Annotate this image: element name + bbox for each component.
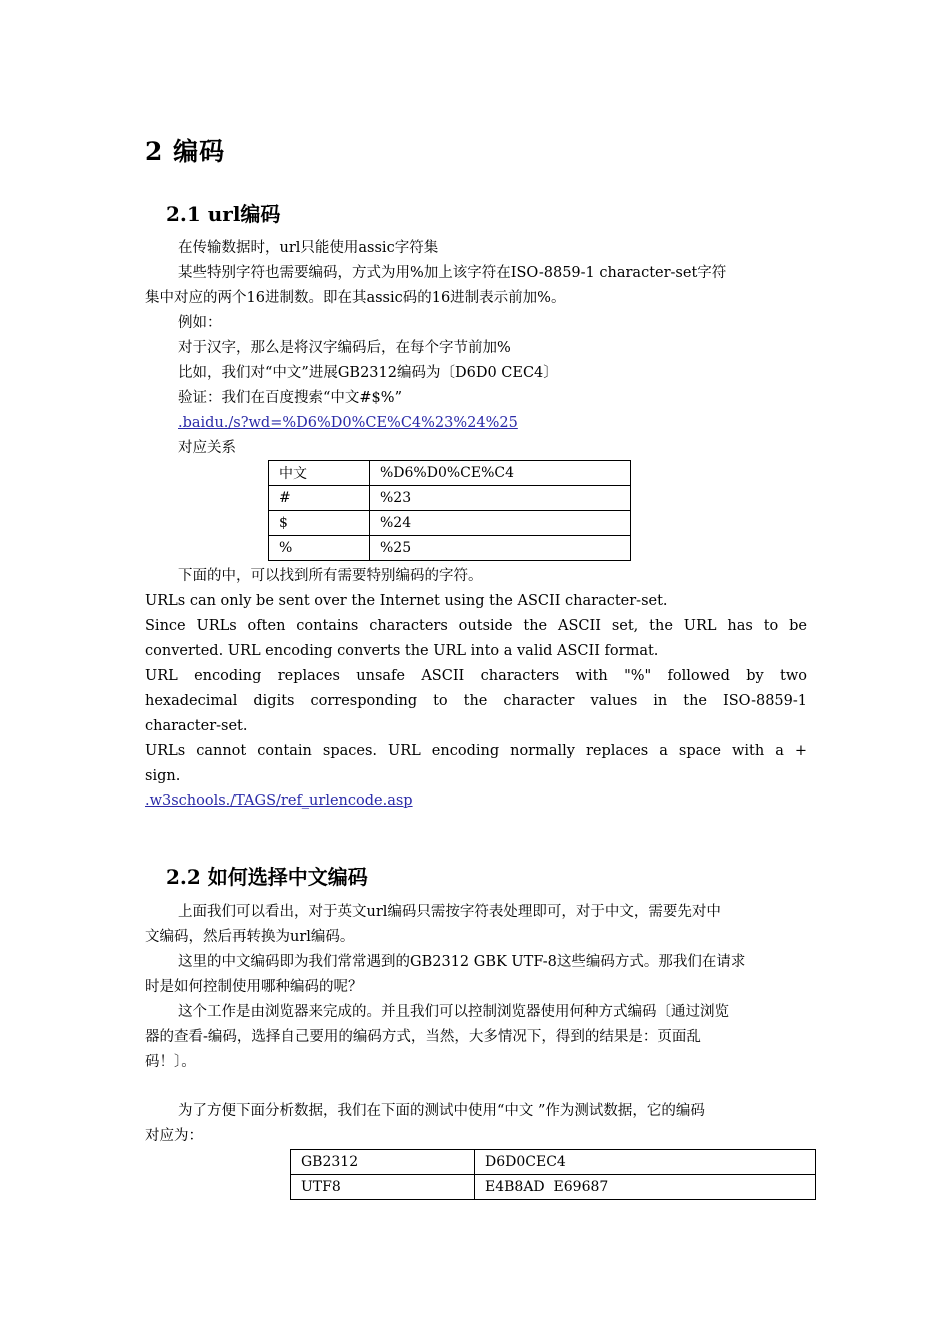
english-paragraph: hexadecimal digits corresponding to the character values in the ISO-8859-1 (145, 693, 807, 709)
english-paragraph: URLs can only be sent over the Internet using the ASCII character-set. (145, 593, 668, 609)
table-cell: $ (269, 511, 370, 536)
table-cell: %24 (370, 511, 631, 536)
paragraph: 时是如何控制使用哪种编码的呢？ (145, 979, 363, 995)
table-row (269, 511, 631, 536)
paragraph: 这个工作是由浏览器来完成的。并且我们可以控制浏览器使用何种方式编码〔通过浏览 (178, 1004, 729, 1020)
table-cell: %23 (370, 486, 631, 511)
english-paragraph: converted. URL encoding converts the URL into a valid ASCII format. (145, 643, 659, 659)
paragraph: 某些特别字符也需要编码，方式为用%加上该字符在ISO-8859-1 character-set字符 (178, 265, 727, 281)
paragraph: 下面的中，可以找到所有需要特别编码的字符。 (178, 568, 483, 584)
baidu-search-link[interactable]: .baidu./s?wd=%D6%D0%CE%C4%23%24%25 (178, 415, 518, 431)
english-paragraph: character-set. (145, 718, 248, 734)
table-cell: %D6%D0%CE%C4 (370, 461, 631, 486)
paragraph: 这里的中文编码即为我们常常遇到的GB2312 GBK UTF-8这些编码方式。那我们在请求 (178, 954, 746, 970)
paragraph: 对应为： (145, 1128, 203, 1144)
paragraph: 器的查看-编码，选择自己要用的编码方式，当然，大多情况下，得到的结果是：页面乱 (145, 1029, 701, 1045)
paragraph: 为了方便下面分析数据，我们在下面的测试中使用“中文 ”作为测试数据，它的编码 (178, 1103, 705, 1119)
table-cell: E4B8AD E69687 (475, 1175, 816, 1200)
subsection-heading-url-encoding: 2.1 url编码 (166, 202, 281, 226)
paragraph: 在传输数据时，url只能使用assic字符集 (178, 240, 439, 256)
paragraph: 例如： (178, 315, 222, 331)
table-row (269, 536, 631, 561)
table-cell: 中文 (269, 461, 370, 486)
english-paragraph: URLs cannot contain spaces. URL encoding normally replaces a space with a + (145, 743, 807, 759)
paragraph: 码！〕。 (145, 1054, 196, 1070)
table-row (269, 486, 631, 511)
english-paragraph: sign. (145, 768, 181, 784)
subsection-heading-chinese-encoding: 2.2 如何选择中文编码 (166, 865, 368, 889)
section-heading: 2 编码 (145, 137, 226, 166)
w3schools-link[interactable]: .w3schools./TAGS/ref_urlencode.asp (145, 793, 413, 809)
paragraph: 对应关系 (178, 440, 236, 456)
paragraph: 文编码，然后再转换为url编码。 (145, 929, 355, 945)
encoding-table (290, 1149, 816, 1200)
table-row (291, 1175, 816, 1200)
paragraph: 集中对应的两个16进制数。即在其assic码的16进制表示前加%。 (145, 290, 566, 306)
english-paragraph: Since URLs often contains characters outside the ASCII set, the URL has to be (145, 618, 807, 634)
paragraph: 对于汉字，那么是将汉字编码后，在每个字节前加% (178, 340, 511, 356)
table-cell: %25 (370, 536, 631, 561)
url-mapping-table (268, 460, 631, 561)
table-cell: % (269, 536, 370, 561)
table-cell: # (269, 486, 370, 511)
table-cell: GB2312 (291, 1150, 475, 1175)
table-cell: UTF8 (291, 1175, 475, 1200)
table-cell: D6D0CEC4 (475, 1150, 816, 1175)
english-paragraph: URL encoding replaces unsafe ASCII characters with "%" followed by two (145, 668, 807, 684)
table-row (269, 461, 631, 486)
paragraph: 比如，我们对“中文”进展GB2312编码为〔D6D0 CEC4〕 (178, 365, 558, 381)
paragraph: 上面我们可以看出，对于英文url编码只需按字符表处理即可，对于中文，需要先对中 (178, 904, 721, 920)
table-row (291, 1150, 816, 1175)
paragraph: 验证：我们在百度搜索“中文#$%” (178, 390, 402, 406)
